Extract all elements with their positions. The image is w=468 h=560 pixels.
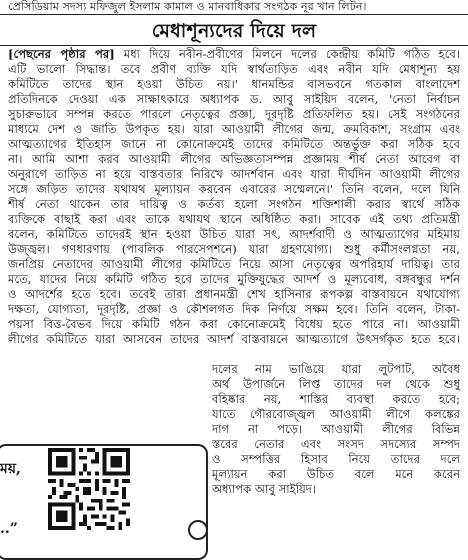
right-column-line: যাতে গৌরবোজ্জ্বল আওয়ামী লীগে কলঙ্কের bbox=[212, 407, 460, 421]
article-body-line: অনুরাগে তাড়িত না হয়ে বাস্তবতার নিরিখে আদর্শবান এবং যারা দীর্ঘদিন আওয়ামী লীগের bbox=[8, 167, 460, 181]
article-body-line: কমিটিতে তাদের স্থান হওয়া উচিত নয়।' ধানমন্ডির বাসভবনে গতকাল বাংলাদেশ bbox=[8, 77, 460, 91]
right-column-line: দলের নাম ভাঙিয়ে যারা লুটপাট, অবৈধ bbox=[212, 362, 460, 376]
continuation-kicker: [পেছনের পৃষ্ঠার পর] bbox=[8, 47, 115, 61]
article-body-line: দক্ষতা, যোগ্যতা, দূরদৃষ্টি, প্রজ্ঞা ও কৌশলগত দিক নির্ণয়ে সক্ষম হবে। তিনি বলেন, টাকা- bbox=[8, 302, 460, 316]
article-body-line: না। আমি আশা করব আওয়ামী লীগের অভিজ্ঞতাসম্পন্ন প্রজ্ঞাময় শীর্ষ নেতা আবেগ বা bbox=[8, 152, 460, 166]
body-line-text: মধ্য দিয়ে নবীন-প্রবীণের মিলনে দলের কেন্দ্রীয় কমিটি গঠিত হবে। bbox=[114, 47, 460, 61]
right-column-line: স্তরের নেতার এবং সংসদ সদস্যের সম্পদ bbox=[212, 437, 460, 451]
right-column-line: বহিষ্কার নয়, শাস্তির ব্যবস্থা করতে হবে; bbox=[212, 392, 460, 406]
headline-divider bbox=[0, 45, 468, 46]
article-body-line: ও আদর্শের হতে হবে। তবেই তারা প্রধানমন্ত্রী শেখ হাসিনার রূপকল্প বাস্তবায়নে যথাযোগ্য bbox=[8, 287, 460, 301]
article-body-line: ব্যক্তিকে বাছাই করা এবং তাকে যথাযথ স্থানে অধিষ্ঠিত করা। সাবেক এই তথ্য প্রতিমন্ত্রী bbox=[8, 212, 460, 226]
article-body-line: মাধ্যমে দেশ ও জাতি উপকৃত হয়। যারা আওয়ামী লীগের জন্ম, ক্রমবিকাশ, সংগ্রাম এবং bbox=[8, 122, 460, 136]
article-body-line bbox=[8, 47, 460, 62]
top-divider bbox=[0, 14, 468, 15]
ad-circle-icon bbox=[188, 520, 208, 540]
article-body-line: জনপ্রিয় নেতাদের আওয়ামী লীগের কমিটিতে নিয়ে আসা নেতৃত্বের অপরিহার্য দায়িত্ব। তার bbox=[8, 257, 460, 271]
article-headline: মেধাশূন্যদের দিয়ে দল bbox=[151, 20, 317, 42]
article-body-line: সঙ্গে জড়িত তাদের যথাযথ মূল্যায়ন করবেন এবারের সম্মেলনে।' তিনি বলেন, দলে যিনি bbox=[8, 182, 460, 196]
ad-text: ময়, bbox=[0, 461, 21, 477]
article-body-line: আত্মত্যাগের ইতিহাস জানে না কোনোক্রমেই তাদের কমিটিতে অন্তর্ভুক্ত করা সঠিক হবে bbox=[8, 137, 460, 151]
ad-text: ..” bbox=[0, 521, 18, 537]
right-column-line: ও সম্পত্তির হিসাব নিয়ে তাদের দলে bbox=[212, 452, 460, 466]
article-body-line: মতে, যাদের নিয়ে কমিটি গঠিত হবে তাদের মুক্তিযুদ্ধের আদর্শ ও মূল্যবোধ, বঙ্গবন্ধুর দর্শন bbox=[8, 272, 460, 286]
right-column-line: দাগ না পড়ে। আওয়ামী লীগের বিভিন্ন bbox=[212, 422, 460, 436]
article-body-line: লীগের কমিটিতে যারা আসবেন তাদের আদর্শ বাস্তবায়নে আত্মত্যাগে উৎসর্গকৃত হতে হবে। bbox=[8, 332, 460, 346]
right-column-line: অর্থ উপার্জনে লিপ্ত তাদের দল থেকে শুধু bbox=[212, 377, 460, 391]
right-column-line: অধ্যাপক আবু সাইয়িদ। bbox=[212, 482, 317, 496]
qr-code-icon bbox=[48, 448, 130, 530]
article-body-line: বলেন, কমিটিতে তাদেরই স্থান হওয়া উচিত যারা সৎ, আদর্শবাদী ও আত্মত্যাগের মহিমায় bbox=[8, 227, 460, 241]
article-body-line: শীর্ষ নেতা থাকেন তার দায়িত্ব ও কর্তব্য হলো সংগঠন শক্তিশালী করার স্বার্থে সঠিক bbox=[8, 197, 460, 211]
article-body-line: প্রতিদিনকে দেওয়া এক সাক্ষাৎকারে অধ্যাপক ড. আবু সাইয়িদ বলেন, 'নেতা নির্বাচন bbox=[8, 92, 460, 106]
article-body-line: উজ্জ্বল। গণধারণায় (পাবলিক পারসেপশনে) যারা গ্রহণযোগ্য। শুধু কর্মীসংলগ্নতা নয়, bbox=[8, 242, 460, 256]
article-body-line: সুচারুভাবে সম্পন্ন করতে পারলে নেতৃত্বের প্রজ্ঞা, দূরদৃষ্টি প্রতিফলিত হয়। সেই সংগঠনের bbox=[8, 107, 460, 121]
previous-article-last-line: প্রেসিডিয়াম সদস্য মফিজুল ইসলাম কামাল ও মানবাধিকার সংগঠক নূর খান লিটন। bbox=[8, 0, 367, 13]
article-body-line: পয়সা বিত্ত-বৈভব দিয়ে কমিটি গঠন করা কোনোক্রমেই বিধেয় হতে পারে না। আওয়ামী bbox=[8, 317, 460, 331]
right-column-line: মূল্যায়ন করা উচিত বলে মনে করেন bbox=[212, 467, 460, 481]
article-body-line: এটি ভালো সিদ্ধান্ত। তবে প্রবীণ ব্যক্তি যদি স্বার্থতাড়িত এবং নবীন যদি মেধাশূন্য হয় bbox=[8, 62, 460, 76]
